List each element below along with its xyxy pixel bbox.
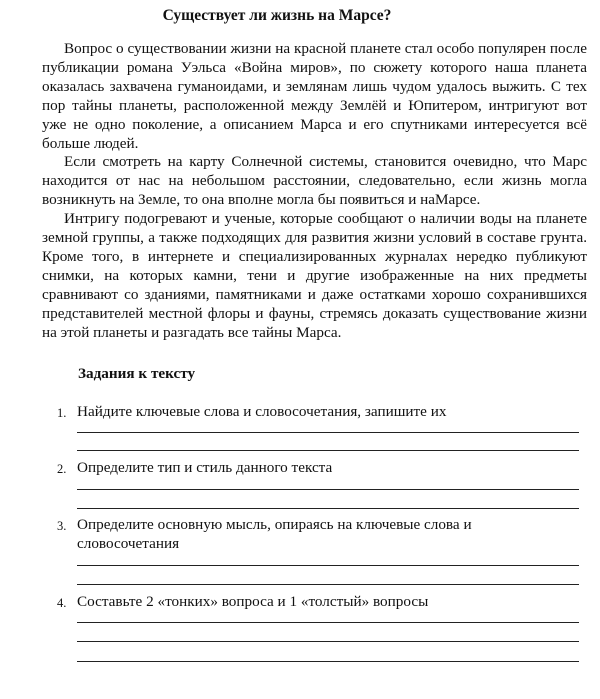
- answer-line[interactable]: [77, 584, 579, 585]
- tasks-heading: Задания к тексту: [78, 365, 196, 382]
- task-number: 1.: [57, 406, 67, 420]
- answer-line[interactable]: [77, 565, 579, 566]
- task-text: Найдите ключевые слова и словосочетания, запишите их: [77, 403, 447, 420]
- task-number: 4.: [57, 596, 67, 610]
- answer-line[interactable]: [77, 622, 579, 623]
- document-body: [42, 40, 587, 343]
- paragraph-1: Вопрос о существовании жизни на красной планете стал особо популярен после публикации романа Уэльса «Война миров», по сюжету которого наша планета оказалась захвачена гуманоидами, и землянам лишь чудом удалось выжить. С тех пор тайны планеты, расположенной между Землёй и Юпитером, интригуют вот уже не одно поколение, а описанием Марса и его спутниками интересуется всё больше людей.: [42, 40, 587, 152]
- task-text: Определите основную мысль, опираясь на ключевые слова и словосочетания: [77, 516, 472, 552]
- answer-line[interactable]: [77, 489, 579, 490]
- task-number: 3.: [57, 519, 67, 533]
- answer-line[interactable]: [77, 641, 579, 642]
- task-text: Определите тип и стиль данного текста: [77, 459, 333, 476]
- answer-line[interactable]: [77, 432, 579, 433]
- answer-line[interactable]: [77, 661, 579, 662]
- task-text: Составьте 2 «тонких» вопроса и 1 «толстый» вопросы: [77, 593, 429, 610]
- task-number: 2.: [57, 462, 67, 476]
- paragraph-3: Интригу подогревают и ученые, которые сообщают о наличии воды на планете земной группы, а также подходящих для развития жизни условий в составе грунта. Кроме того, в интернете и специализированных журналах нередко публикуют снимки, на которых камни, тени и другие изображенные на них предметы сравнивают со зданиями, памятниками и даже остатками хорошо сохранившихся представителей местной флоры и фауны, стремясь доказать существование жизни на этой планеты и разгадать все тайны Марса.: [42, 210, 587, 341]
- answer-line[interactable]: [77, 508, 579, 509]
- document-title: Существует ли жизнь на Марсе?: [162, 7, 392, 24]
- paragraph-2: Если смотреть на карту Солнечной системы, становится очевидно, что Марс находится от нас на небольшом расстоянии, следовательно, если жизнь могла возникнуть на Земле, то она вполне могла бы появиться и наМарсе.: [42, 153, 587, 209]
- answer-line[interactable]: [77, 450, 579, 451]
